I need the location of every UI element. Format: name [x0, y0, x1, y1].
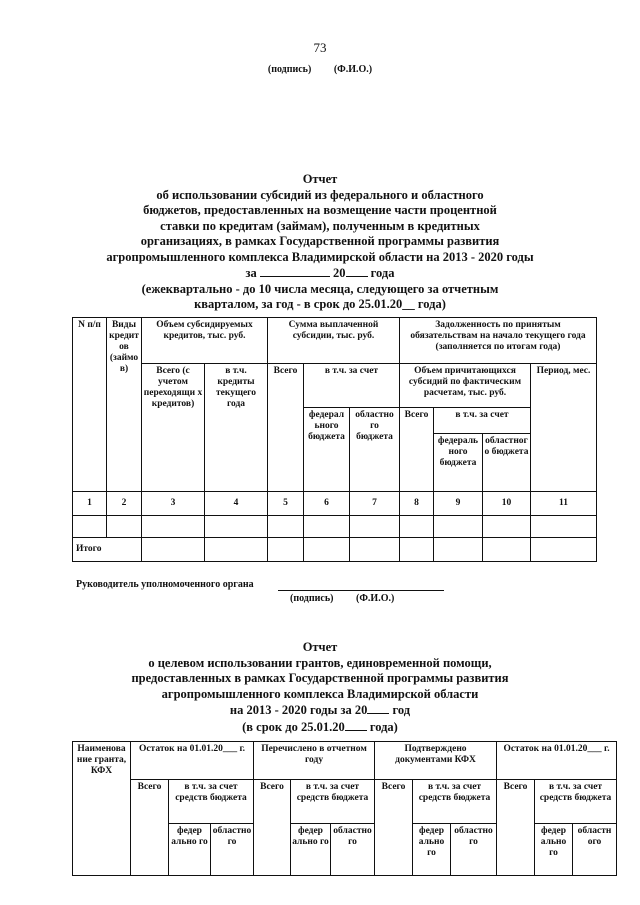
period-blank	[260, 265, 330, 277]
report1-table	[72, 317, 597, 562]
col-number: 9	[434, 492, 483, 516]
col-balance-start: Остаток на 01.01.20___ г.	[131, 742, 254, 780]
col-number: 8	[400, 492, 434, 516]
col-transferred: Перечислено в отчетном году	[254, 742, 375, 780]
col-regional: областно го	[331, 824, 375, 876]
report1-signature-name: (Ф.И.О.)	[356, 593, 395, 604]
col-paid-incl: в т.ч. за счет	[304, 364, 400, 408]
year-blank	[345, 719, 367, 731]
col-number: 3	[142, 492, 205, 516]
col-volume-total: Всего (с учетом переходящи х кредитов)	[142, 364, 205, 492]
col-debt-period: Период, мес.	[531, 364, 597, 492]
col-regional: областно го	[451, 824, 497, 876]
report2-line: агропромышленного комплекса Владимирской области	[161, 686, 479, 701]
report2-period: на 2013 - 2020 годы за 20 год	[229, 703, 411, 717]
report1-line: ставки по кредитам (займам), полученным в кредитных	[160, 218, 480, 233]
col-incl-budget: в т.ч. за счет средств бюджета	[535, 780, 617, 824]
col-debt-total: Всего	[400, 408, 434, 492]
report2-line: предоставленных в рамках Государственной программы развития	[131, 671, 509, 685]
top-signature-caption	[0, 64, 640, 75]
col-paid-federal: федерал ьного бюджета	[304, 408, 350, 492]
col-regional: областно го	[211, 824, 254, 876]
report1-signature-label: Руководитель уполномоченного органа	[76, 579, 254, 590]
report1-period: за 20 года	[245, 266, 395, 280]
report1-line: об использовании субсидий из федерального и областного	[156, 187, 484, 202]
report1-line: организациях, в рамках Государственной программы развития	[140, 234, 500, 248]
col-paid-regional: областно го бюджета	[350, 408, 400, 492]
col-types-header: Виды кредит ов (займо в)	[107, 318, 142, 492]
report2-table	[72, 741, 617, 876]
report1-deadline: кварталом, за год - в срок до 25.01.20__ года)	[194, 297, 446, 311]
report1-title-block	[0, 172, 640, 313]
report2-title-block	[0, 640, 640, 735]
col-debt-due: Объем причитающихся субсидий по фактическим расчетам, тыс. руб.	[400, 364, 531, 408]
report2-title: Отчет	[302, 640, 338, 654]
col-debt-header: Задолженность по принятым обязательствам на начало текущего года (заполняется по итогам года)	[400, 318, 597, 364]
col-confirmed: Подтверждено документами КФХ	[375, 742, 497, 780]
col-number: 10	[483, 492, 531, 516]
col-federal: федер ально го	[413, 824, 451, 876]
col-volume-current: в т.ч. кредиты текущего года	[205, 364, 268, 492]
year-blank	[346, 265, 368, 277]
report1-signature-sign: (подпись)	[290, 593, 334, 604]
col-federal: федер ально го	[169, 824, 211, 876]
col-number: 7	[350, 492, 400, 516]
report1-line: бюджетов, предоставленных на возмещение части процентной	[143, 203, 497, 217]
col-federal: федер ально го	[535, 824, 573, 876]
report1-title: Отчет	[302, 172, 338, 186]
table-row	[73, 516, 597, 538]
year-blank	[367, 702, 389, 714]
col-total: Всего	[131, 780, 169, 876]
page-number: 73	[313, 40, 327, 55]
report1-deadline: (ежеквартально - до 10 числа месяца, следующего за отчетным	[141, 281, 499, 296]
col-total: Всего	[497, 780, 535, 876]
col-volume-header: Объем субсидируемых кредитов, тыс. руб.	[142, 318, 268, 364]
total-row	[73, 538, 597, 562]
report2-line: о целевом использовании грантов, единовременной помощи,	[148, 655, 492, 670]
col-number: 2	[107, 492, 142, 516]
top-signature-sign: (подпись)	[267, 64, 312, 75]
col-number: 4	[205, 492, 268, 516]
col-number: 5	[268, 492, 304, 516]
col-grant-name: Наименова ние гранта, КФХ	[73, 742, 131, 876]
col-incl-budget: в т.ч. за счет средств бюджета	[413, 780, 497, 824]
signature-line	[278, 590, 444, 591]
col-number: 1	[73, 492, 107, 516]
col-federal: федер ально го	[291, 824, 331, 876]
col-debt-incl: в т.ч. за счет	[434, 408, 531, 434]
col-total: Всего	[254, 780, 291, 876]
total-label: Итого	[73, 538, 142, 562]
col-incl-budget: в т.ч. за счет средств бюджета	[291, 780, 375, 824]
report1-line: агропромышленного комплекса Владимирской области на 2013 - 2020 годы	[106, 249, 534, 264]
report2-deadline: (в срок до 25.01.20 года)	[242, 719, 398, 734]
col-number: 6	[304, 492, 350, 516]
col-debt-federal: федераль ного бюджета	[434, 434, 483, 492]
col-paid-total: Всего	[268, 364, 304, 492]
col-total: Всего	[375, 780, 413, 876]
col-number: 11	[531, 492, 597, 516]
col-regional: областн ого	[573, 824, 617, 876]
col-incl-budget: в т.ч. за счет средств бюджета	[169, 780, 254, 824]
col-paid-header: Сумма выплаченной субсидии, тыс. руб.	[268, 318, 400, 364]
top-signature-name: (Ф.И.О.)	[333, 64, 373, 75]
col-n-header: N п/п	[73, 318, 107, 492]
col-debt-regional: областног о бюджета	[483, 434, 531, 492]
col-balance-end: Остаток на 01.01.20___ г.	[497, 742, 617, 780]
